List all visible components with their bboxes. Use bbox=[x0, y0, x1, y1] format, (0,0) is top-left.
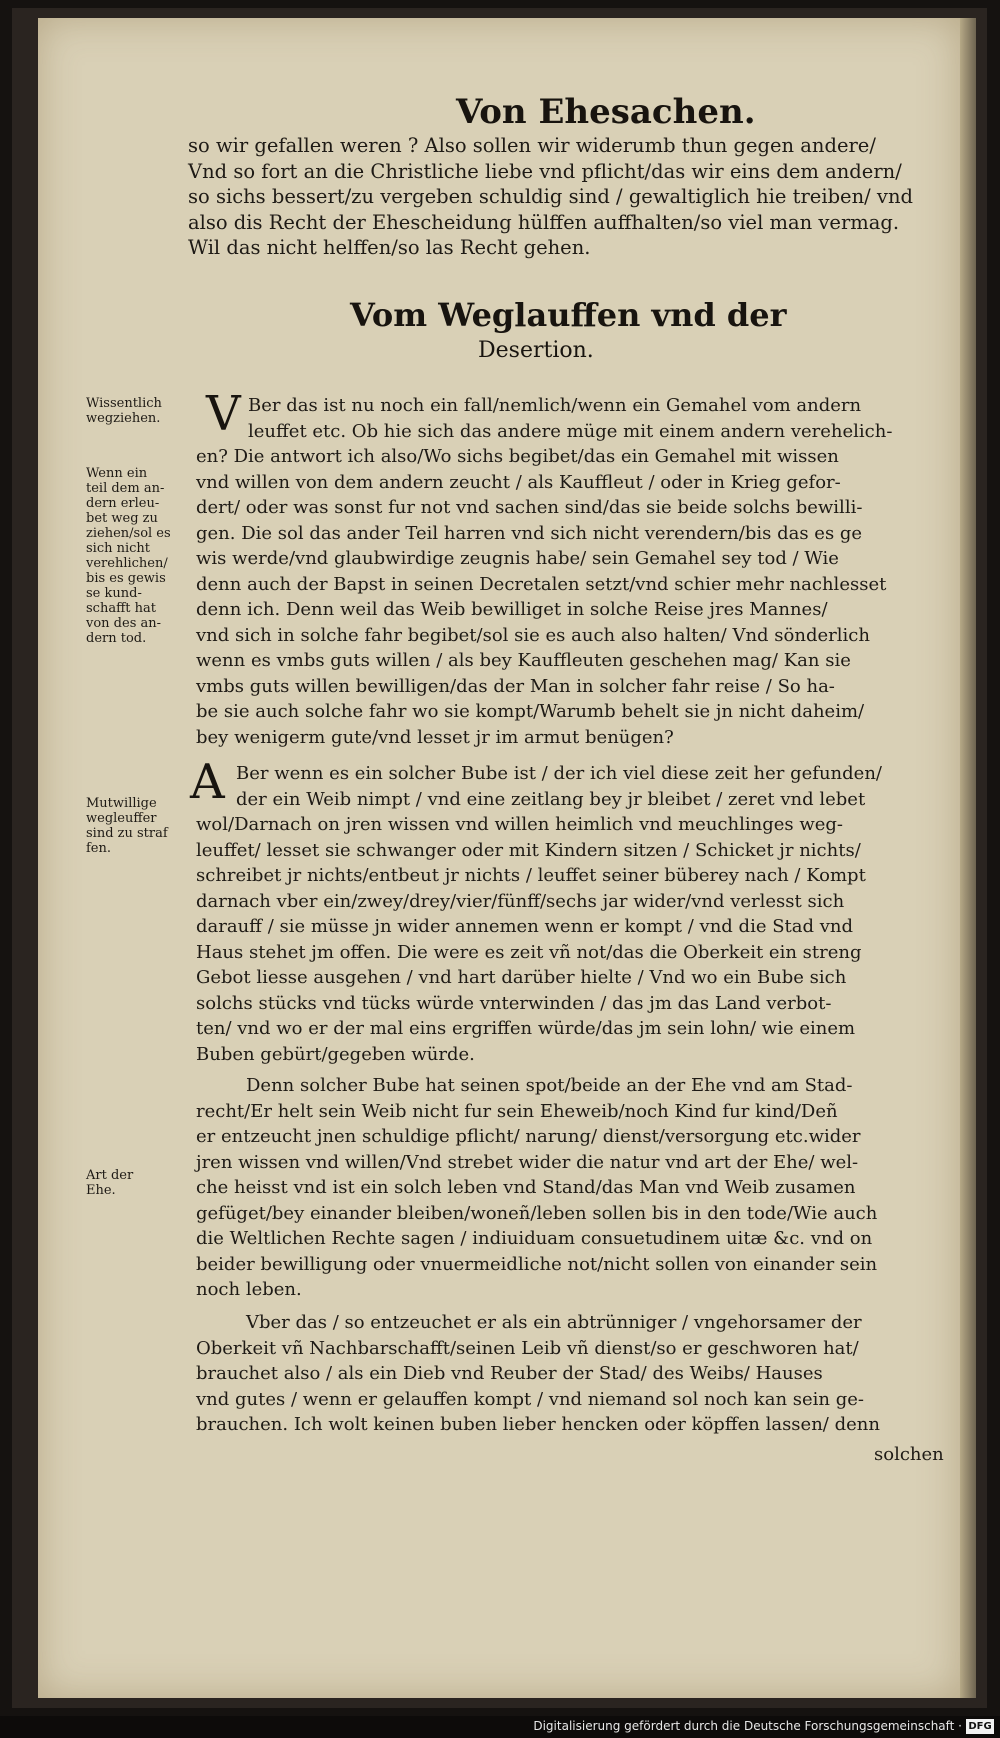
text-line: die Weltlichen Rechte sagen / indiuiduam consuetudinem uitæ &c. vnd on bbox=[196, 1228, 873, 1249]
text-line: solchs stücks vnd tücks würde vnterwinden / das jm das Land verbot- bbox=[196, 992, 832, 1014]
text-line: recht/Er helt sein Weib nicht fur sein Eheweib/noch Kind fur kind/Deñ bbox=[196, 1100, 838, 1122]
text-line: beider bewilligung oder vnuermeidliche not/nicht sollen von einander sein bbox=[196, 1253, 878, 1275]
margin-note: Wenn ein teil dem an- dern erleu- bet weg zu ziehen/sol es sich nicht verehlichen/ bis es gewis se kund- schafft hat von des an- dern tod. bbox=[86, 466, 171, 646]
text-line: en? Die antwort ich also/Wo sichs begibet/das ein Gemahel mit wissen bbox=[196, 446, 839, 467]
digitization-footer bbox=[0, 1716, 1000, 1738]
text-line: be sie auch solche fahr wo sie kompt/Warumb behelt sie jn nicht daheim/ bbox=[196, 701, 865, 722]
text-line: Buben gebürt/gegeben würde. bbox=[196, 1043, 475, 1065]
text-line: Oberkeit vñ Nachbarschafft/seinen Leib vñ dienst/so er geschworen hat/ bbox=[196, 1337, 859, 1359]
footer-credit: Digitalisierung gefördert durch die Deutsche Forschungsgemeinschaft · bbox=[533, 1719, 962, 1733]
margin-note: Art der Ehe. bbox=[86, 1168, 134, 1198]
text-line: bey wenigerm gute/vnd lesset jr im armut benügen? bbox=[196, 726, 674, 748]
text-line: darauff / sie müsse jn wider annemen wenn er kompt / vnd die Stad vnd bbox=[196, 916, 854, 937]
text-line: brauchen. Ich wolt keinen buben lieber hencken oder köpffen lassen/ denn bbox=[196, 1414, 880, 1435]
dropcap: V bbox=[206, 386, 241, 442]
text-line: Denn solcher Bube hat seinen spot/beide an der Ehe vnd am Stad- bbox=[246, 1075, 853, 1096]
text-line: leuffet/ lesset sie schwanger oder mit Kindern sitzen / Schicket jr nichts/ bbox=[196, 839, 861, 861]
text-line: Vber das / so entzeuchet er als ein abtrünniger / vngehorsamer der bbox=[246, 1312, 862, 1333]
text-line: vmbs guts willen bewilligen/das der Man in solcher fahr reise / So ha- bbox=[196, 675, 835, 697]
catchword: solchen bbox=[874, 1444, 944, 1465]
text-line: er entzeucht jnen schuldige pflicht/ narung/ dienst/versorgung etc.wider bbox=[196, 1126, 861, 1147]
top-paragraph bbox=[188, 133, 913, 261]
dfg-logo: DFG bbox=[966, 1719, 994, 1734]
section-heading: Vom Weglauffen vnd der bbox=[350, 296, 787, 334]
paragraph-nature-of-marriage bbox=[196, 1073, 877, 1303]
text-line: ten/ vnd wo er der mal eins ergriffen würde/das jm sein lohn/ wie einem bbox=[196, 1018, 856, 1039]
text-line: vnd willen von dem andern zeucht / als Kauffleut / oder in Krieg gefor- bbox=[196, 471, 841, 493]
text-line: der ein Weib nimpt / vnd eine zeitlang bey jr bleibet / zeret vnd lebet bbox=[236, 788, 866, 810]
text-line: so wir gefallen weren ? Also sollen wir widerumb thun gegen andere/ bbox=[188, 134, 876, 157]
text-line: dert/ oder was sonst fur not vnd sachen sind/das sie beide solchs bewilli- bbox=[196, 497, 863, 518]
text-line: denn auch der Bapst in seinen Decretalen setzt/vnd schier mehr nachlesset bbox=[196, 573, 887, 595]
text-line: Gebot liesse ausgehen / vnd hart darüber hielte / Vnd wo ein Bube sich bbox=[196, 967, 847, 988]
text-line: wol/Darnach on jren wissen vnd willen heimlich vnd meuchlinges weg- bbox=[196, 814, 843, 835]
margin-note: Wissentlich wegziehen. bbox=[86, 396, 162, 426]
text-line: vnd gutes / wenn er gelauffen kompt / vnd niemand sol noch kan sein ge- bbox=[196, 1388, 864, 1410]
text-line: Vnd so fort an die Christliche liebe vnd pflicht/das wir eins dem andern/ bbox=[188, 159, 902, 183]
text-line: leuffet etc. Ob hie sich das andere müge mit einem andern verehelich- bbox=[248, 420, 893, 442]
text-line: wenn es vmbs guts willen / als bey Kauffleuten geschehen mag/ Kan sie bbox=[196, 650, 851, 671]
text-line: also dis Recht der Ehescheidung hülffen auffhalten/so viel man vermag. bbox=[188, 210, 900, 234]
section-heading-sub: Desertion. bbox=[478, 338, 594, 363]
text-line: brauchet also / als ein Dieb vnd Reuber der Stad/ des Weibs/ Hauses bbox=[196, 1363, 823, 1384]
text-line: gen. Die sol das ander Teil harren vnd sich nicht verendern/bis das es ge bbox=[196, 522, 863, 544]
paragraph-desertion bbox=[196, 393, 892, 750]
text-line: so sichs bessert/zu vergeben schuldig sind / gewaltiglich hie treiben/ vnd bbox=[188, 185, 913, 208]
margin-note: Mutwillige wegleuffer sind zu straf fen. bbox=[86, 796, 168, 856]
running-title: Von Ehesachen. bbox=[456, 92, 756, 132]
page-edge bbox=[960, 18, 976, 1698]
text-line: noch leben. bbox=[196, 1279, 302, 1300]
text-line: wis werde/vnd glaubwirdige zeugnis habe/ sein Gemahel sey tod / Wie bbox=[196, 548, 839, 569]
text-line: denn ich. Denn weil das Weib bewilliget in solche Reise jres Mannes/ bbox=[196, 599, 828, 620]
text-line: che heisst vnd ist ein solch leben vnd Stand/das Man vnd Weib zusamen bbox=[196, 1177, 856, 1198]
paragraph-wilful-deserter bbox=[196, 761, 882, 1067]
text-line: Ber wenn es ein solcher Bube ist / der ich viel diese zeit her gefunden/ bbox=[236, 763, 882, 784]
text-line: vnd sich in solche fahr begibet/sol sie es auch also halten/ Vnd sönderlich bbox=[196, 624, 870, 646]
text-line: Ber das ist nu noch ein fall/nemlich/wenn ein Gemahel vom andern bbox=[248, 395, 862, 416]
text-line: darnach vber ein/zwey/drey/vier/fünff/sechs jar wider/vnd verlesst sich bbox=[196, 890, 845, 912]
book-page bbox=[38, 18, 960, 1698]
dropcap: A bbox=[190, 754, 225, 810]
text-line: jren wissen vnd willen/Vnd strebet wider die natur vnd art der Ehe/ wel- bbox=[196, 1151, 859, 1173]
text-line: schreibet jr nichts/entbeut jr nichts / leuffet seiner büberey nach / Kompt bbox=[196, 865, 866, 886]
paragraph-punishment bbox=[196, 1310, 880, 1438]
text-line: Wil das nicht helffen/so las Recht gehen. bbox=[188, 236, 591, 259]
text-line: Haus stehet jm offen. Die were es zeit vñ not/das die Oberkeit ein streng bbox=[196, 941, 862, 963]
text-line: gefüget/bey einander bleiben/woneñ/leben sollen bis in den tode/Wie auch bbox=[196, 1202, 878, 1224]
